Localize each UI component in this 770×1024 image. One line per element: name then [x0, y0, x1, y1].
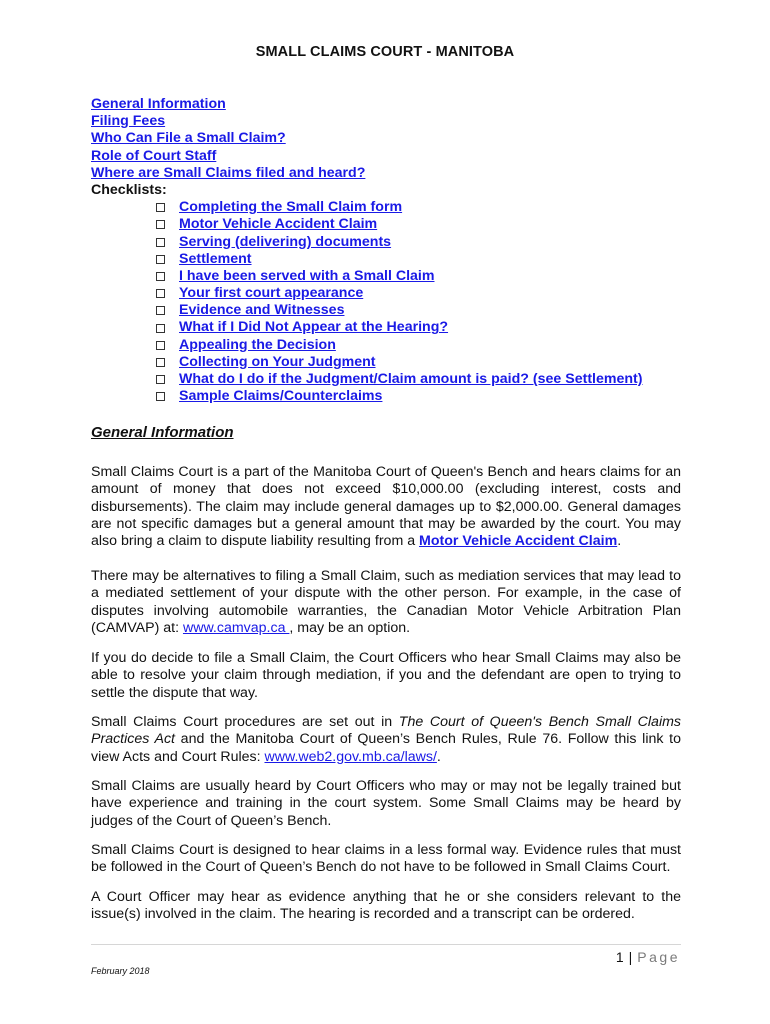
checklist-item	[156, 354, 711, 371]
paragraph-text: .	[617, 533, 622, 550]
table-of-contents	[91, 96, 711, 405]
checkbox-icon	[156, 358, 165, 367]
paragraph-7	[91, 889, 681, 924]
section-heading: General Information	[91, 424, 234, 441]
checklist-item	[156, 319, 711, 336]
paragraph-4	[91, 714, 681, 766]
checklist-link[interactable]: Sample Claims/Counterclaims	[179, 388, 383, 405]
checklist-link[interactable]: What do I do if the Judgment/Claim amount is paid? (see Settlement)	[179, 371, 643, 387]
checkbox-icon	[156, 272, 165, 281]
page-title: SMALL CLAIMS COURT - MANITOBA	[255, 44, 515, 60]
paragraph-text: There may be alternatives to filing a Small Claim, such as mediation services that may lead to a mediated settlement of your dispute with the other person. For example, in the case of disputes involving automobile warranties, the Canadian Motor Vehicle Arbitration Plan (CAMVAP) at:	[91, 568, 681, 636]
checklist-link[interactable]: What if I Did Not Appear at the Hearing?	[179, 319, 449, 336]
paragraph-text: , may be an option.	[289, 619, 411, 636]
checklist-item	[156, 302, 711, 319]
paragraph-text: and the Manitoba Court of Queen’s Bench Rules, Rule 76. Follow this link to view Acts and Court Rules:	[91, 731, 681, 765]
paragraph-text: Small Claims Court is a part of the Manitoba Court of Queen's Bench and hears claims for an amount of money that does not exceed $10,000.00 (excluding interest, costs and disbursements). The claim may include general damages up to $2,000.00. General damages are not specific damages but a general amount that may be awarded by the court. You may also bring a claim to dispute liability resulting from a	[91, 464, 681, 550]
checkbox-icon	[156, 392, 165, 401]
paragraph-5	[91, 778, 681, 830]
checklist-link[interactable]: Evidence and Witnesses	[179, 302, 345, 319]
checkbox-icon	[156, 341, 165, 350]
laws-link[interactable]: www.web2.gov.mb.ca/laws/	[264, 748, 437, 765]
checklist-item	[156, 388, 711, 405]
checklist-item	[156, 268, 711, 285]
paragraph-text: A Court Officer may hear as evidence anything that he or she considers relevant to the issue(s) involved in the claim. The hearing is recorded and a transcript can be ordered.	[91, 889, 681, 923]
checklist-item	[156, 199, 711, 216]
paragraph-1	[91, 464, 681, 550]
page-number-value: 1	[615, 949, 624, 965]
paragraph-2	[91, 568, 681, 637]
camvap-link[interactable]: www.camvap.ca	[182, 619, 290, 636]
toc-link-role-of-court-staff[interactable]: Role of Court Staff	[91, 147, 217, 164]
page-word: Page	[637, 949, 680, 965]
paragraph-text: Small Claims Court procedures are set out in	[91, 714, 399, 730]
checklist-link[interactable]: Collecting on Your Judgment	[179, 353, 376, 370]
checklist-item	[156, 337, 711, 354]
toc-link-where-filed-heard[interactable]: Where are Small Claims filed and heard?	[91, 164, 366, 181]
checkbox-icon	[156, 238, 165, 247]
paragraph-3	[91, 650, 681, 702]
checkbox-icon	[156, 306, 165, 315]
checklist-link[interactable]: Your first court appearance	[179, 285, 364, 302]
page-separator: |	[628, 949, 633, 965]
act-title: The Court of Queen's Bench Small Claims Practices Act	[91, 714, 682, 748]
page-number	[616, 949, 680, 965]
checklist-link[interactable]: Settlement	[179, 250, 252, 267]
motor-vehicle-claim-link[interactable]: Motor Vehicle Accident Claim	[419, 533, 618, 550]
paragraph-text: If you do decide to file a Small Claim, the Court Officers who hear Small Claims may also be able to resolve your claim through mediation, if you and the defendant are open to trying to settle the dispute that way.	[91, 650, 681, 701]
checklist-item	[156, 216, 711, 233]
footer-divider	[91, 944, 681, 945]
toc-link-who-can-file[interactable]: Who Can File a Small Claim?	[91, 130, 286, 147]
checklist-link[interactable]: Serving (delivering) documents	[179, 233, 392, 250]
checklist-item	[156, 285, 711, 302]
checkbox-icon	[156, 375, 165, 384]
checkbox-icon	[156, 289, 165, 298]
checklist-item	[156, 234, 711, 251]
checklist-item	[156, 371, 711, 388]
checkbox-icon	[156, 255, 165, 264]
paragraph-text: Small Claims are usually heard by Court Officers who may or may not be legally trained but have experience and training in the court system. Some Small Claims may be heard by judges of the Court of Queen’s Bench.	[91, 778, 681, 829]
checklist-link[interactable]: Motor Vehicle Accident Claim	[179, 216, 378, 233]
checklists-label: Checklists:	[91, 181, 167, 198]
toc-link-general-information[interactable]: General Information	[91, 96, 226, 112]
checkbox-icon	[156, 220, 165, 229]
checklist-link[interactable]: Completing the Small Claim form	[179, 199, 403, 216]
checklist	[156, 199, 711, 405]
toc-link-filing-fees[interactable]: Filing Fees	[91, 113, 166, 130]
checkbox-icon	[156, 324, 165, 333]
checkbox-icon	[156, 203, 165, 212]
checklist-link[interactable]: I have been served with a Small Claim	[179, 267, 435, 284]
footer-date: February 2018	[91, 966, 150, 976]
checklist-item	[156, 251, 711, 268]
checklist-link[interactable]: Appealing the Decision	[179, 336, 336, 353]
paragraph-6	[91, 842, 681, 877]
paragraph-text: Small Claims Court is designed to hear claims in a less formal way. Evidence rules that must be followed in the Court of Queen’s Bench do not have to be followed in Small Claims Court.	[91, 842, 681, 876]
paragraph-text: .	[436, 748, 441, 765]
